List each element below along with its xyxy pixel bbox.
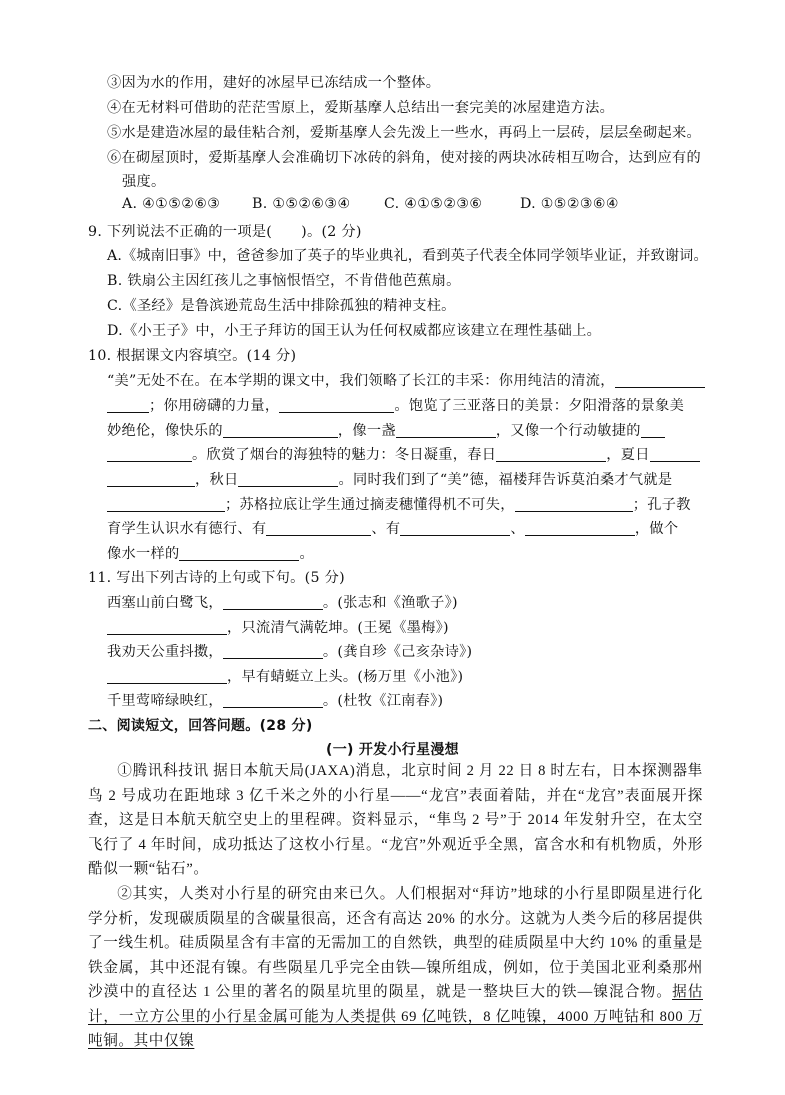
q10-text: 、有 (371, 521, 401, 537)
q8-option-a: A. ④①⑤②⑥③ (122, 196, 221, 212)
q10-text: 像水一样的 (107, 546, 180, 562)
q10-text: ；孔子教 (632, 497, 691, 513)
fill-blank[interactable] (107, 471, 195, 487)
q9-stem: 9. 下列说法不正确的一项是( )。(2 分) (88, 224, 362, 240)
q10-line-5 (107, 469, 672, 489)
poem-text: 我劝天公重抖擞， (107, 644, 223, 660)
q11-poem-5 (107, 690, 443, 710)
q10-text: 妙绝伦，像快乐的 (107, 423, 223, 439)
q10-line-7 (107, 518, 678, 538)
q10-line-8 (107, 543, 314, 563)
underlined-sentence: 据估计，一立方公里的小行星金属可能为人类提供 69 亿吨铁，8 亿吨镍，4000 万吨钴和 800 万吨铜。其中仅镍 (88, 984, 703, 1049)
poem-text: 西塞山前白鹭飞， (107, 595, 223, 611)
fill-blank[interactable] (107, 619, 227, 635)
fill-blank[interactable] (107, 446, 192, 462)
article-title: (一) 开发小行星漫想 (326, 742, 459, 758)
fill-blank[interactable] (223, 422, 338, 438)
q11-poem-4 (107, 666, 463, 686)
fill-blank[interactable] (396, 422, 496, 438)
fill-blank[interactable] (515, 496, 633, 512)
poem-source: 。(张志和《渔歌子》) (322, 595, 458, 611)
fill-blank[interactable] (107, 496, 225, 512)
paragraph-text: ②其实，人类对小行星的研究由来已久。人们根据对“拜访”地球的小行星即陨星进行化学分析，发现碳质陨星的含碳量很高，还含有高达 20% 的水分。这就为人类今后的移居提供了一线生机。硅质陨星含有丰富的无需加工的自然铁，典型的硅质陨星中大约 10% 的重量是铁金属，其中还混有镍。有些陨星几乎完全由铁—镍所组成，例如，位于美国北亚利桑那州沙漠中的直径达 1 公里的著名的陨星坑里的陨星，就是一整块巨大的铁—镍混合物。 (88, 886, 703, 1000)
fill-blank[interactable] (107, 668, 227, 684)
q10-text: “美”无处不在。在本学期的课文中，我们领略了长江的丰采：你用纯洁的清流， (107, 373, 615, 389)
q10-text: 。欣赏了烟台的海独特的魅力：冬日凝重，春日 (192, 447, 497, 463)
q10-line-1 (107, 370, 705, 390)
q8-option-d: D. ①⑤②③⑥④ (520, 196, 619, 212)
q11-poem-2 (107, 617, 449, 637)
poem-source: 。(杜牧《江南春》) (322, 693, 444, 709)
q10-line-6 (107, 494, 691, 514)
q10-text: ，像一盏 (337, 423, 396, 439)
fill-blank[interactable] (107, 397, 149, 413)
fill-blank[interactable] (279, 397, 394, 413)
q8-item-6: ⑥在砌屋顶时，爱斯基摩人会准确切下冰砖的斜角，使对接的两块冰砖相互吻合，达到应有的 (107, 150, 701, 166)
q10-text: 、 (510, 521, 525, 537)
q10-text: 育学生认识水有德行、有 (107, 521, 267, 537)
q11-poem-1 (107, 592, 458, 612)
fill-blank[interactable] (650, 446, 700, 462)
q10-text: 。 (299, 546, 314, 562)
q10-stem: 10. 根据课文内容填空。(14 分) (88, 348, 297, 364)
q9-option-b: B. 铁扇公主因红孩儿之事恼恨悟空，不肯借他芭蕉扇。 (107, 273, 461, 289)
fill-blank[interactable] (266, 520, 371, 536)
article-paragraph-2 (88, 882, 703, 1054)
q10-text: ，夏日 (606, 447, 650, 463)
poem-text: 千里莺啼绿映红， (107, 693, 223, 709)
q10-text: ；苏格拉底让学生通过摘麦穗懂得机不可失， (225, 497, 515, 513)
fill-blank[interactable] (223, 594, 323, 610)
q8-item-6-cont: 强度。 (122, 174, 166, 190)
q8-item-4: ④在无材料可借助的茫茫雪原上，爱斯基摩人总结出一套完美的冰屋建造方法。 (107, 100, 615, 116)
fill-blank[interactable] (615, 372, 705, 388)
q8-item-3: ③因为水的作用，建好的冰屋早已冻结成一个整体。 (107, 75, 441, 91)
q10-text: ，做个 (634, 521, 679, 537)
q11-stem: 11. 写出下列古诗的上句或下句。(5 分) (88, 570, 345, 586)
fill-blank[interactable] (641, 422, 665, 438)
poem-text: ，早有蜻蜓立上头。(杨万里《小池》) (227, 669, 464, 685)
fill-blank[interactable] (179, 545, 299, 561)
q11-poem-3 (107, 641, 472, 661)
fill-blank[interactable] (223, 692, 323, 708)
poem-source: 。(龚自珍《己亥杂诗》) (322, 644, 473, 660)
fill-blank[interactable] (400, 520, 510, 536)
fill-blank[interactable] (238, 471, 338, 487)
q9-option-a: A.《城南旧事》中，爸爸参加了英子的毕业典礼，看到英子代表全体同学领毕业证，并致谢词。 (107, 248, 708, 264)
q10-line-3 (107, 420, 665, 440)
q10-line-2 (107, 395, 684, 415)
q8-option-c: C. ④①⑤②③⑥ (384, 196, 483, 212)
q10-line-4 (107, 444, 700, 464)
fill-blank[interactable] (496, 446, 606, 462)
q8-option-b: B. ①⑤②⑥③④ (252, 196, 351, 212)
poem-text: ，只流清气满乾坤。(王冕《墨梅》) (227, 620, 449, 636)
section-heading: 二、阅读短文，回答问题。(28 分) (88, 718, 313, 734)
q10-text: ，又像一个行动敏捷的 (495, 423, 641, 439)
fill-blank[interactable] (525, 520, 635, 536)
q9-option-d: D.《小王子》中，小王子拜访的国王认为任何权威都应该建立在理性基础上。 (107, 323, 602, 339)
q10-text: ，秋日 (195, 472, 239, 488)
q10-text: ；你用磅礴的力量， (149, 398, 280, 414)
q9-option-c: C.《圣经》是鲁滨逊荒岛生活中排除孤独的精神支柱。 (107, 298, 456, 314)
fill-blank[interactable] (223, 643, 323, 659)
q8-item-5: ⑤水是建造冰屋的最佳粘合剂，爱斯基摩人会先泼上一些水，再码上一层砖，层层垒砌起来。 (107, 125, 701, 141)
q10-text: 。同时我们到了“美”德，福楼拜告诉莫泊桑才气就是 (338, 472, 673, 488)
article-paragraph-1: ①腾讯科技讯 据日本航天局(JAXA)消息，北京时间 2 月 22 日 8 时左右，日本探测器隼鸟 2 号成功在距地球 3 亿千米之外的小行星——“龙宫”表面着陆，并在“龙宫”表面展开探查，这是日本航天航空史上的里程碑。资料显示，“隼鸟 2 号”于 2014 年发射升空，在太空飞行了 4 年时间，成功抵达了这枚小行星。“龙宫”外观近乎全黑，富含水和有机物质，外形酷似一颗“钻石”。 (88, 763, 703, 877)
q10-text: 。饱览了三亚落日的美景：夕阳滑落的景象美 (394, 398, 685, 414)
